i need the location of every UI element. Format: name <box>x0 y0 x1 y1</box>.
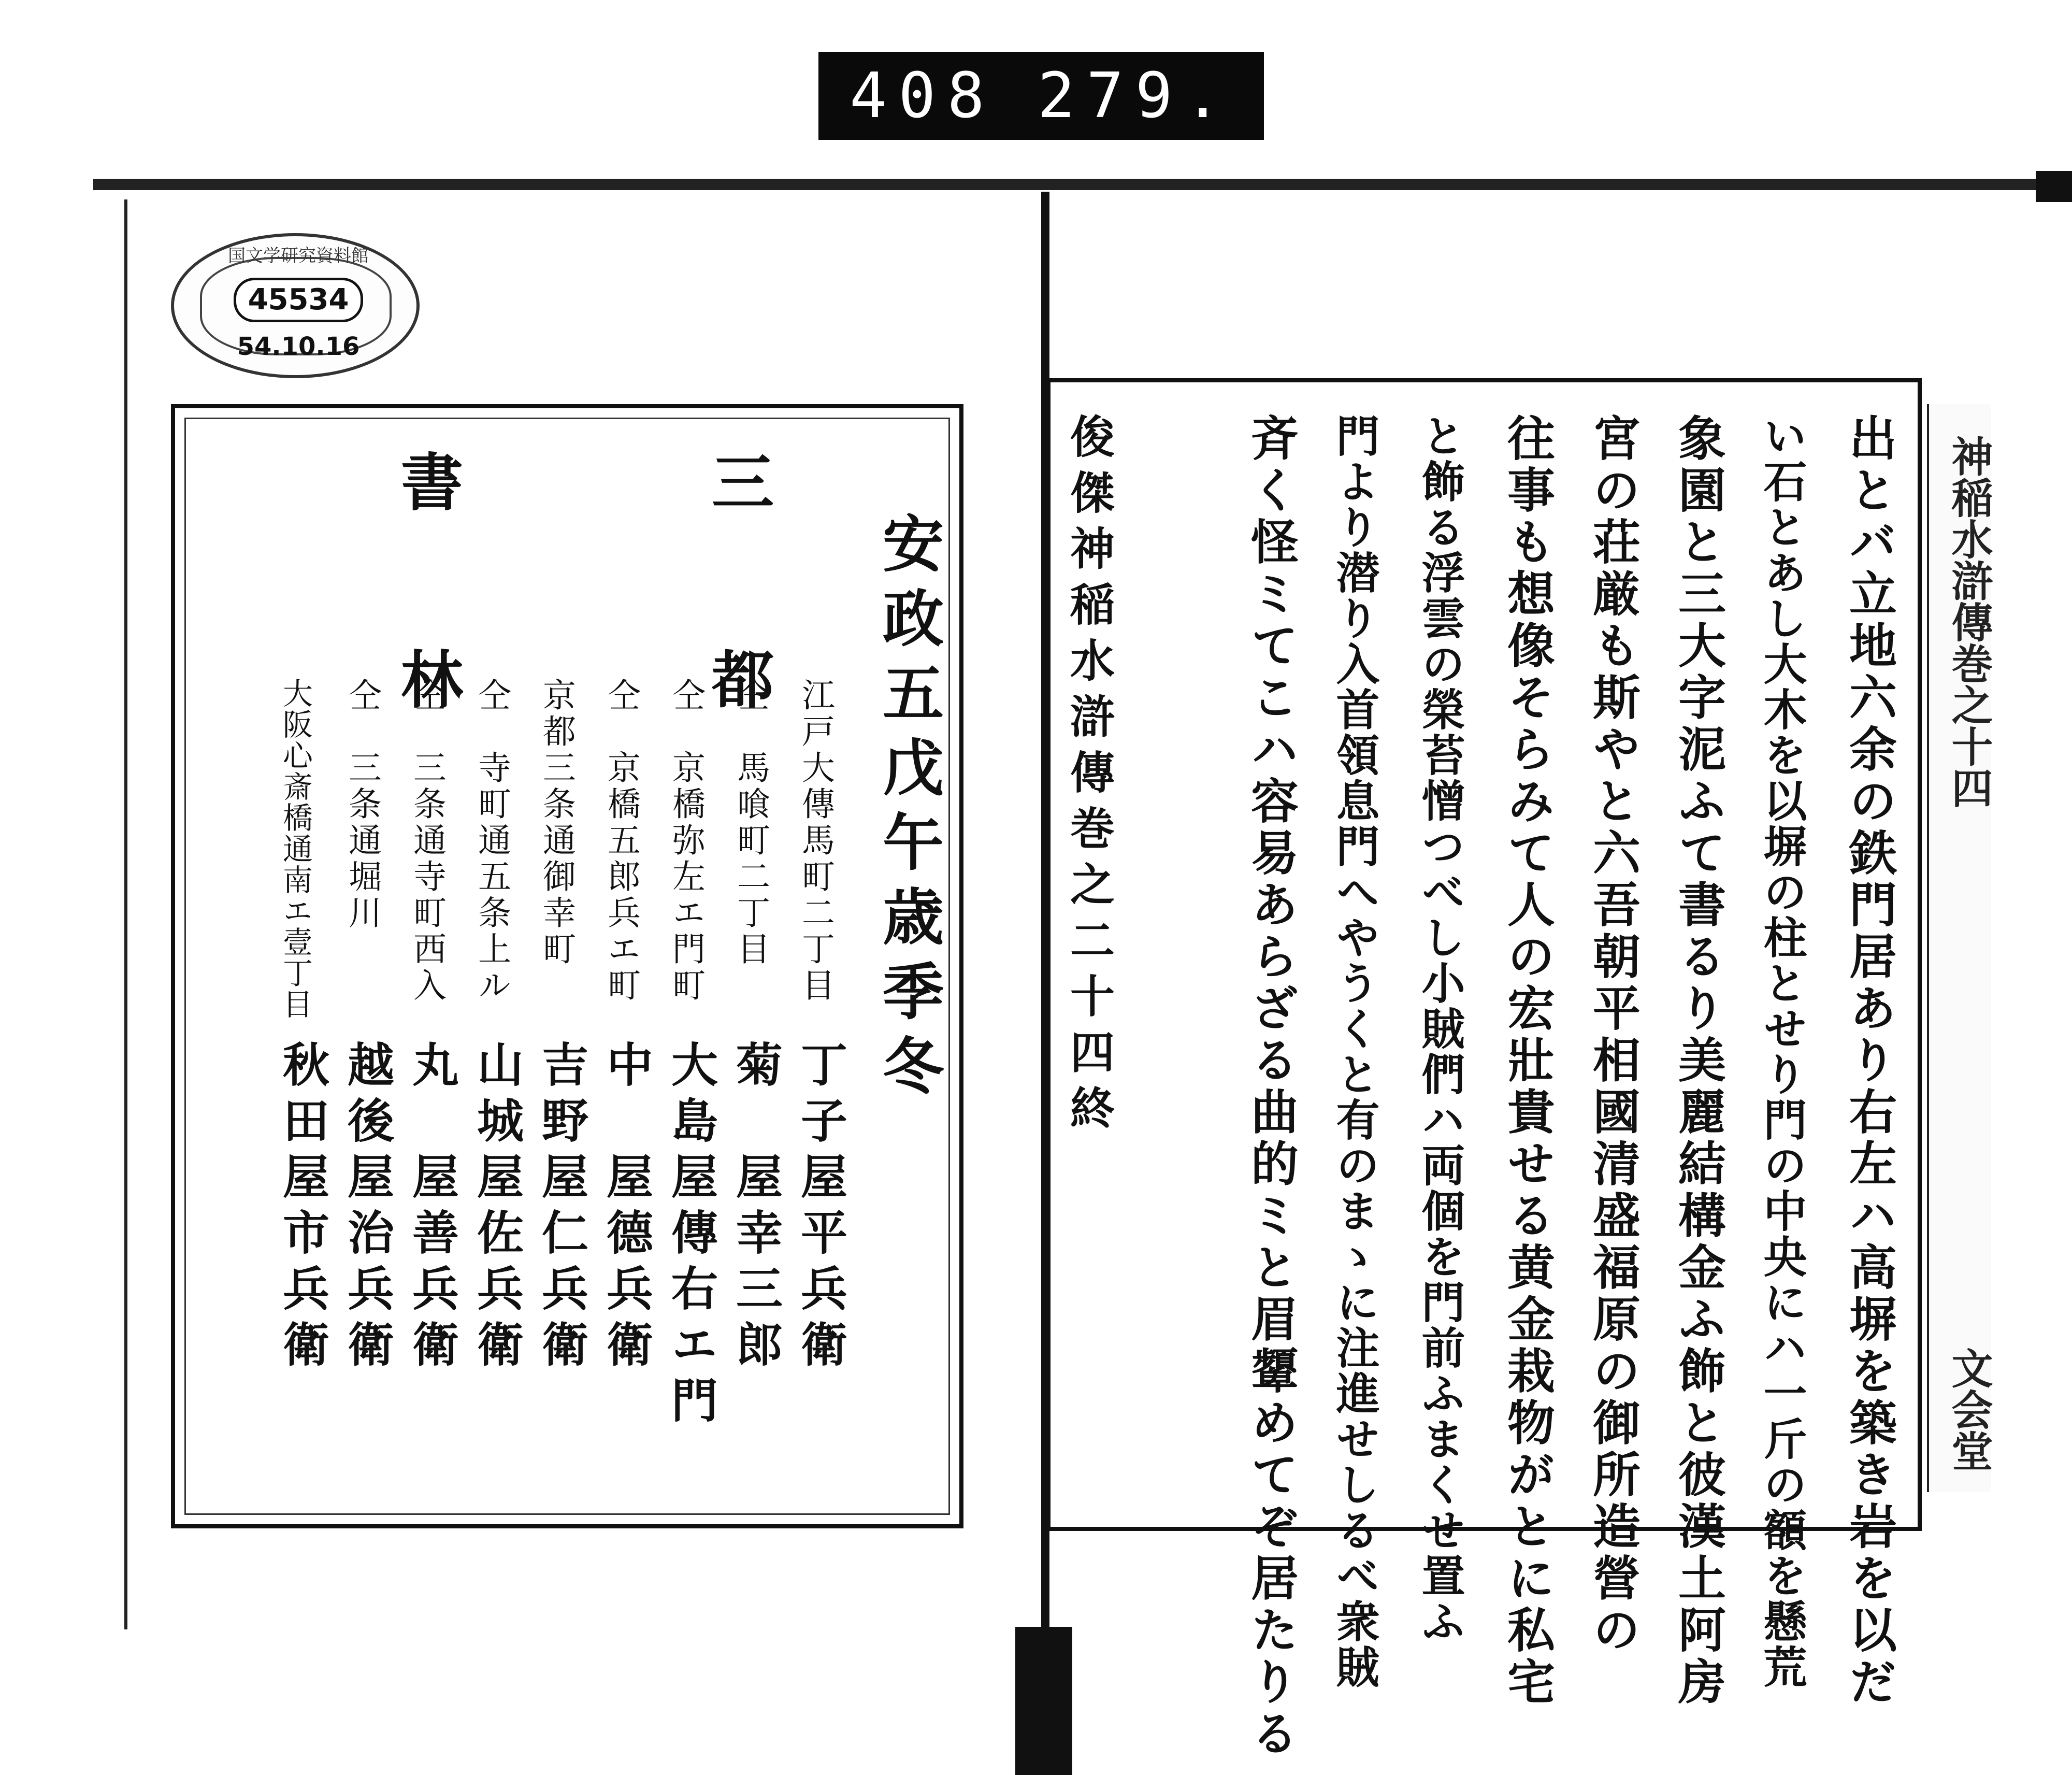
publisher-6-name: 山城屋佐兵衛 <box>469 1040 524 1376</box>
publisher-6-address: 仝 寺町通五条上ル <box>472 678 511 1004</box>
publishers-title-2: 書 林 <box>391 450 464 740</box>
publisher-5-address: 京都三条通御幸町 <box>537 678 575 968</box>
publisher-2-name: 菊 屋幸三郎 <box>728 1040 783 1376</box>
publisher-9-address: 大阪心斎橋通南エ壹丁目 <box>278 678 313 1020</box>
publisher-4-address: 仝 京橋五郎兵エ町 <box>602 678 640 1004</box>
library-stamp <box>171 233 420 378</box>
publisher-9-name: 秋田屋市兵衛 <box>275 1040 329 1376</box>
colophon-frame <box>171 404 963 1528</box>
colophon-date: 安政五戊午歳季冬 <box>872 512 944 1109</box>
text-column-1: 出とバ立地六余の鉄門居あり右左ハ高塀を築き岩を以だ <box>1841 413 1897 1709</box>
main-text-frame <box>1046 378 1922 1760</box>
publishers-title-1: 三 都 <box>701 450 774 740</box>
book-gutter-bottom <box>1015 1627 1072 1775</box>
publisher-3-name: 大島屋傳右エ門 <box>663 1040 718 1432</box>
stamp-accession-number: 45534 <box>234 278 363 322</box>
publisher-4-name: 中 屋德兵衛 <box>598 1040 653 1376</box>
publisher-8-address: 仝 三条通堀川 <box>343 678 381 932</box>
stamp-date: 54.10.16 <box>237 332 360 361</box>
page-edge-strip <box>1927 404 1991 1492</box>
text-column-end-title: 俊傑神稲水滸傳巻之二十四終 <box>1062 413 1115 1141</box>
publisher-1-address: 江戸大傳馬町二丁目 <box>796 678 834 1004</box>
text-column-2: い石とあし大木を以塀の柱とせり門の中央にハ一斤の額を懸荒 <box>1757 413 1808 1690</box>
text-column-4: 宮の荘厳も斯やと六吾朝平相國清盛福原の御所造營の <box>1585 413 1641 1657</box>
publisher-7-address: 仝 三条通寺町西入 <box>408 678 446 1004</box>
film-label-left: 408 <box>850 60 996 132</box>
text-column-6: と飾る浮雲の榮苔憎つべし小賊們ハ両個を門前ふまくせ置ふ <box>1415 413 1466 1644</box>
edge-title: 神稲水滸傳巻之十四 <box>1945 435 1993 808</box>
edge-publisher: 文会堂 <box>1945 1347 1993 1471</box>
publisher-8-name: 越後屋治兵衛 <box>339 1040 394 1376</box>
text-column-3: 象園と三大字泥ふて書るり美麗結構金ふ飾と彼漢土阿房 <box>1671 413 1726 1709</box>
stamp-organization: 国文学研究資料館 <box>228 246 369 266</box>
film-frame-label <box>818 52 1264 140</box>
publisher-5-name: 吉野屋仁兵衛 <box>534 1040 588 1376</box>
publisher-1-name: 丁子屋平兵衛 <box>793 1040 847 1376</box>
text-column-8: 斉く怪ミてこハ容易あらざる曲的ミと眉顰めてぞ居たりる <box>1243 413 1299 1760</box>
text-column-5: 往事も想像そらみて人の宏壯貴せる黄金栽物がとに私宅 <box>1500 413 1556 1709</box>
publisher-2-address: 仝 馬喰町二丁目 <box>731 678 770 968</box>
text-column-7: 門より潜り入首領息門へやうくと有のまゝに注進せしるべ衆賊 <box>1329 413 1380 1690</box>
top-rule <box>93 179 2072 190</box>
film-label-right: 279. <box>1038 60 1233 132</box>
right-edge-mark <box>2036 171 2072 202</box>
publisher-7-name: 丸 屋善兵衛 <box>404 1040 459 1376</box>
publisher-3-address: 仝 京橋弥左エ門町 <box>667 678 705 1004</box>
